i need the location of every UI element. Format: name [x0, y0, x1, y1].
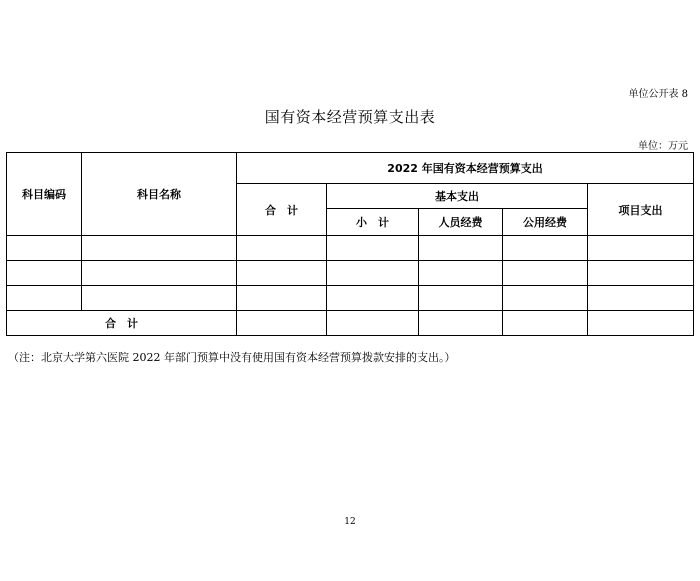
table-cell: [237, 286, 327, 311]
header-project-expenditure: 项目支出: [588, 184, 694, 236]
table-row: [7, 286, 694, 311]
footnote: （注：北京大学第六医院 2022 年部门预算中没有使用国有资本经营预算拨款安排的支出。）: [8, 351, 456, 364]
table-cell: [327, 286, 419, 311]
table-cell: [588, 261, 694, 286]
unit-label: 单位：万元: [638, 141, 688, 152]
page-number: 12: [344, 517, 356, 527]
header-subject-code: 科目编码: [7, 153, 82, 236]
table-row: [7, 261, 694, 286]
header-subject-name: 科目名称: [82, 153, 237, 236]
header-total: 合 计: [237, 184, 327, 236]
table-cell: [588, 311, 694, 336]
header-group: 2022 年国有资本经营预算支出: [237, 153, 694, 184]
table-cell: [419, 311, 503, 336]
header-basic-expenditure: 基本支出: [327, 184, 588, 209]
table-cell: [503, 261, 588, 286]
table-cell: [327, 261, 419, 286]
total-row-label: 合 计: [7, 311, 237, 336]
table-cell: [327, 236, 419, 261]
table-cell: [82, 261, 237, 286]
table-cell: [588, 236, 694, 261]
table-cell: [237, 311, 327, 336]
table-cell: [588, 286, 694, 311]
total-row: [7, 311, 694, 336]
table-row: [7, 236, 694, 261]
table-cell: [327, 311, 419, 336]
budget-table: [6, 152, 694, 336]
table-cell: [419, 286, 503, 311]
table-cell: [7, 261, 82, 286]
form-number: 单位公开表 8: [628, 89, 688, 100]
table-cell: [503, 236, 588, 261]
header-personnel: 人员经费: [419, 209, 503, 236]
table-cell: [82, 236, 237, 261]
table-cell: [419, 236, 503, 261]
table-cell: [7, 236, 82, 261]
table-cell: [7, 286, 82, 311]
table-cell: [237, 236, 327, 261]
header-public: 公用经费: [503, 209, 588, 236]
header-subtotal: 小 计: [327, 209, 419, 236]
table-cell: [419, 261, 503, 286]
table-cell: [82, 286, 237, 311]
table-cell: [503, 311, 588, 336]
table-cell: [503, 286, 588, 311]
page-title: 国有资本经营预算支出表: [264, 108, 436, 126]
table-cell: [237, 261, 327, 286]
